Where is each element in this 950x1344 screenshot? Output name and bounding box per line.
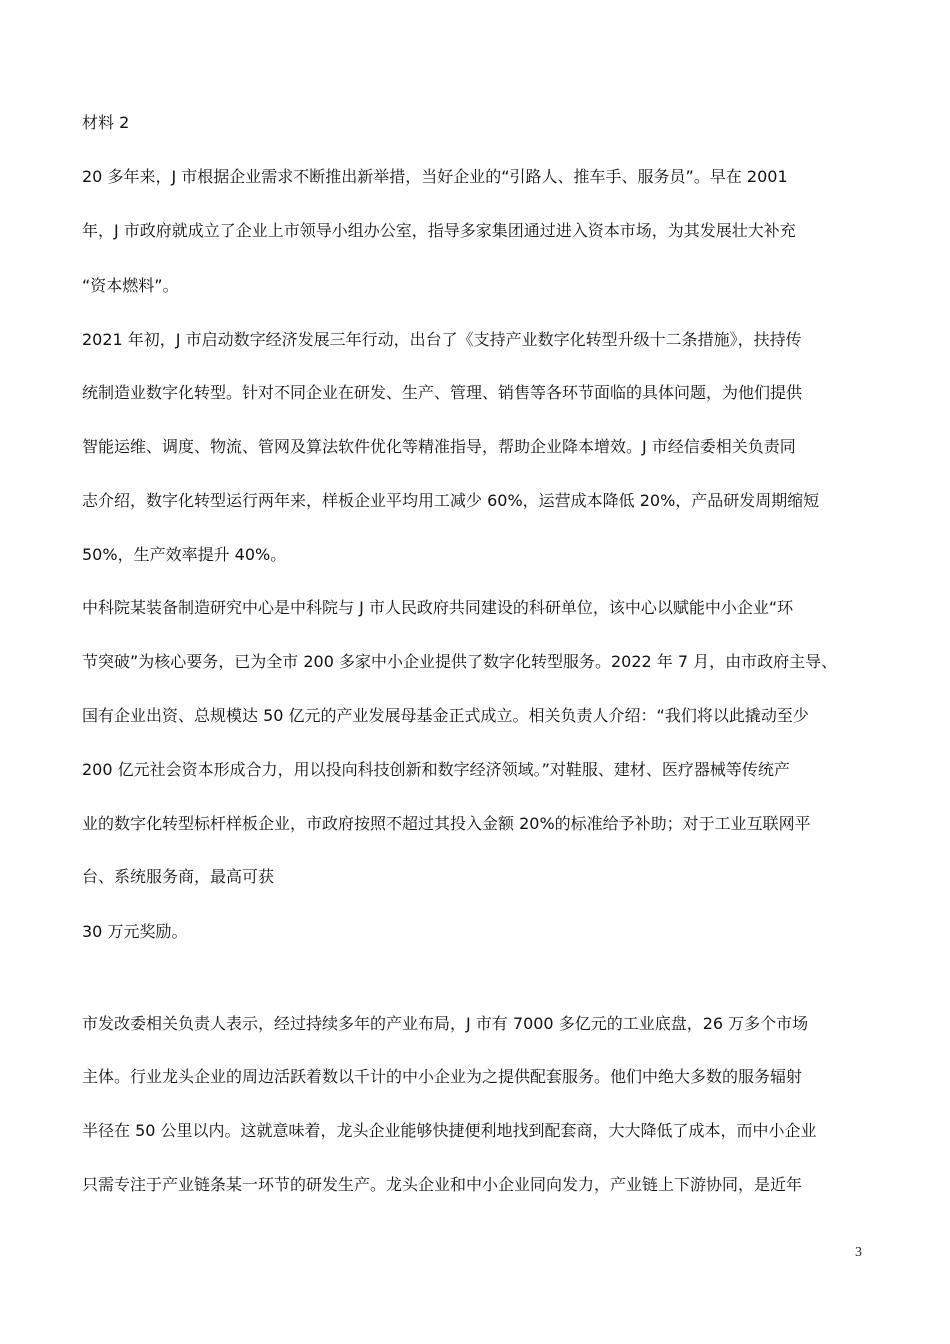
- paragraph-line: 节突破”为核心要务，已为全市 200 多家中小企业提供了数字化转型服务。2022 年 7 月，由市政府主导、: [82, 652, 838, 671]
- paragraph-line: 志介绍，数字化转型运行两年来，样板企业平均用工减少 60%，运营成本降低 20%，产品研发周期缩短: [82, 491, 820, 510]
- section-heading: 材料 2: [82, 113, 130, 132]
- paragraph-line: 统制造业数字化转型。针对不同企业在研发、生产、管理、销售等各环节面临的具体问题，为他们提供: [82, 383, 803, 402]
- paragraph-line: 主体。行业龙头企业的周边活跃着数以千计的中小企业为之提供配套服务。他们中绝大多数的服务辐射: [82, 1067, 803, 1086]
- paragraph-line: 50%，生产效率提升 40%。: [82, 545, 287, 564]
- paragraph-line: 20 多年来，J 市根据企业需求不断推出新举措，当好企业的“引路人、推车手、服务员”。早在 2001: [82, 167, 788, 186]
- paragraph-line: 只需专注于产业链条某一环节的研发生产。龙头企业和中小企业同向发力，产业链上下游协同，是近年: [82, 1175, 803, 1194]
- paragraph-line: 业的数字化转型标杆样板企业，市政府按照不超过其投入金额 20%的标准给予补助；对于工业互联网平: [82, 814, 811, 833]
- paragraph-line: 智能运维、调度、物流、管网及算法软件优化等精准指导，帮助企业降本增效。J 市经信委相关负责同: [82, 437, 796, 456]
- paragraph-line: 台、系统服务商，最高可获: [82, 867, 275, 886]
- paragraph-line: “资本燃料”。: [82, 276, 179, 295]
- paragraph-line: 年，J 市政府就成立了企业上市领导小组办公室，指导多家集团通过进入资本市场，为其发展壮大补充: [82, 221, 796, 240]
- paragraph-line: 200 亿元社会资本形成合力，用以投向科技创新和数字经济领域。”对鞋服、建材、医疗器械等传统产: [82, 760, 790, 779]
- paragraph-line: 2021 年初，J 市启动数字经济发展三年行动，出台了《支持产业数字化转型升级十二条措施》，扶持传: [82, 330, 802, 349]
- paragraph-line: 国有企业出资、总规模达 50 亿元的产业发展母基金正式成立。相关负责人介绍：“我们将以此撬动至少: [82, 706, 809, 725]
- paragraph-line: 30 万元奖励。: [82, 922, 188, 941]
- paragraph-line: 半径在 50 公里以内。这就意味着，龙头企业能够快捷便利地找到配套商，大大降低了成本，而中小企业: [82, 1121, 817, 1140]
- page-number: 3: [855, 1245, 862, 1260]
- paragraph-line: 中科院某装备制造研究中心是中科院与 J 市人民政府共同建设的科研单位，该中心以赋能中小企业“环: [82, 598, 794, 617]
- paragraph-line: 市发改委相关负责人表示，经过持续多年的产业布局，J 市有 7000 多亿元的工业底盘，26 万多个市场: [82, 1014, 809, 1033]
